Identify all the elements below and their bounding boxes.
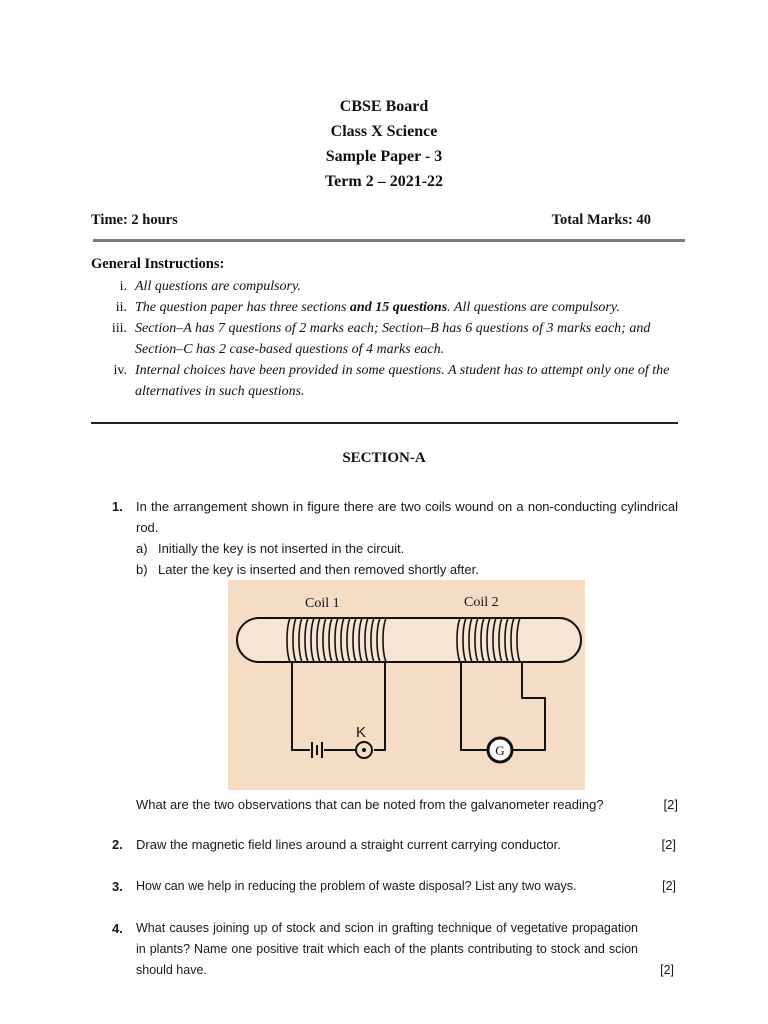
instruction-text: Section–A has 7 questions of 2 marks each; Section–B has 6 questions of 3 marks each; and Section–C has 2 case-based questions of 4 marks each. [135, 321, 651, 357]
instruction-text: The question paper has three sections [135, 300, 350, 315]
board-title: CBSE Board [339, 98, 429, 115]
instruction-item [91, 276, 681, 297]
question-number: 3. [112, 879, 123, 894]
sub-question-b [136, 559, 678, 580]
coil-circuit-figure [228, 580, 585, 790]
question-2 [112, 834, 678, 855]
term-title: Term 2 – 2021-22 [324, 173, 444, 190]
battery-icon [312, 742, 322, 758]
circuit-1-wires [292, 662, 385, 750]
galvanometer-label: G [495, 743, 505, 758]
circuit-2-wires [461, 662, 545, 750]
instruction-number: iv. [113, 363, 127, 378]
total-marks-label: Total Marks: 40 [551, 212, 651, 228]
sub-label: b) [136, 562, 148, 577]
sub-label: a) [136, 541, 148, 556]
question-text: In the arrangement shown in figure there are two coils wound on a non-conducting cylindrical rod. [136, 499, 678, 535]
question-marks: [2] [663, 797, 678, 812]
question-1 [112, 496, 678, 580]
sub-text: Initially the key is not inserted in the circuit. [158, 541, 405, 556]
instructions-title: General Instructions: [91, 256, 225, 272]
instruction-text-tail: . All questions are compulsory. [447, 300, 620, 315]
instruction-number: i. [119, 279, 127, 294]
question-marks: [2] [661, 837, 676, 852]
instruction-number: iii. [111, 321, 127, 336]
observation-text: What are the two observations that can be noted from the galvanometer reading? [136, 797, 604, 812]
class-title: Class X Science [330, 123, 438, 140]
coil-1-label: Coil 1 [305, 596, 340, 611]
instruction-item [91, 360, 681, 402]
instruction-emphasis: and 15 questions [349, 300, 448, 315]
question-number: 1. [112, 499, 123, 514]
paper-title: Sample Paper - 3 [325, 148, 443, 165]
question-1-observation [136, 794, 684, 815]
instruction-text: All questions are compulsory. [135, 279, 301, 294]
question-4 [112, 918, 678, 981]
question-marks: [2] [662, 879, 676, 893]
paper-header [0, 94, 768, 194]
time-label: Time: 2 hours [91, 212, 178, 228]
coil-2-label: Coil 2 [464, 595, 499, 610]
section-divider [91, 422, 678, 424]
section-a-title: SECTION-A [342, 450, 426, 466]
header-divider [93, 239, 685, 242]
instructions-list [91, 276, 681, 402]
sub-question-a [136, 538, 678, 559]
instruction-number: ii. [115, 300, 127, 315]
instruction-text: Internal choices have been provided in some questions. A student has to attempt only one of the alternatives in such questions. [135, 363, 670, 399]
question-3 [112, 876, 678, 897]
question-number: 4. [112, 921, 123, 936]
question-text: Draw the magnetic field lines around a straight current carrying conductor. [136, 837, 561, 852]
question-text: What causes joining up of stock and scion in grafting technique of vegetative propagation in plants? Name one positive trait which each of the plants contributing to stock and scion should have. [136, 921, 638, 977]
question-number: 2. [112, 837, 123, 852]
question-text: How can we help in reducing the problem of waste disposal? List any two ways. [136, 879, 577, 893]
question-marks: [2] [660, 963, 674, 977]
instruction-item [91, 297, 681, 318]
key-label: K [356, 724, 367, 741]
instruction-item [91, 318, 681, 360]
key-switch-icon [348, 742, 372, 758]
sub-text: Later the key is inserted and then removed shortly after. [158, 562, 479, 577]
